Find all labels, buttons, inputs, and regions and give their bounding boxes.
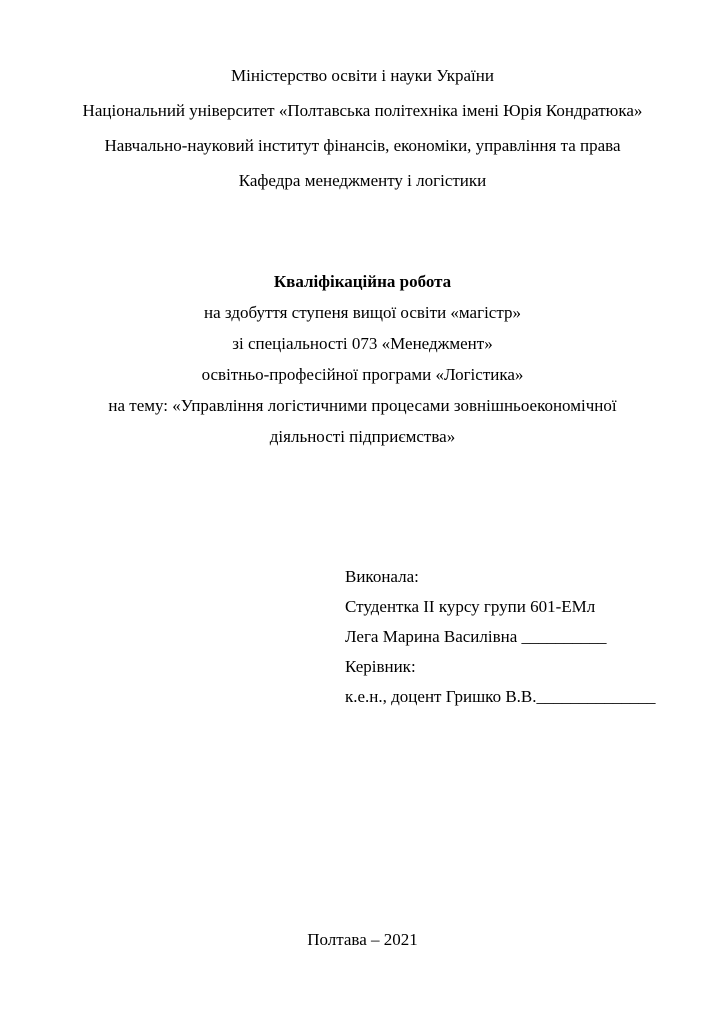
speciality-line: зі спеціальності 073 «Менеджмент» <box>232 334 493 353</box>
performed-by-label: Виконала: <box>345 567 419 586</box>
institute-line: Навчально-науковий інститут фінансів, економіки, управління та права <box>104 136 621 155</box>
degree-line: на здобуття ступеня вищої освіти «магістр» <box>204 303 521 322</box>
author-block <box>345 562 685 712</box>
city-year-line: Полтава – 2021 <box>307 930 418 949</box>
supervisor-label: Керівник: <box>345 657 416 676</box>
supervisor-name-line: к.е.н., доцент Гришко В.В.______________ <box>345 687 656 706</box>
ministry-line: Міністерство освіти і науки України <box>231 66 494 85</box>
department-line: Кафедра менеджменту і логістики <box>238 171 487 190</box>
student-group-line: Студентка ІІ курсу групи 601-ЕМл <box>345 597 596 616</box>
university-line: Національний університет «Полтавська політехніка імені Юрія Кондратюка» <box>82 101 643 120</box>
student-name-line: Лега Марина Василівна __________ <box>345 627 607 646</box>
work-title: Кваліфікаційна робота <box>273 272 452 291</box>
title-block <box>60 266 665 452</box>
topic-line-1: на тему: «Управління логістичними процесами зовнішньоекономічної <box>108 396 617 415</box>
institution-header <box>40 58 685 198</box>
topic-line-2: діяльності підприємства» <box>269 427 456 446</box>
program-line: освітньо-професійної програми «Логістика» <box>201 365 524 384</box>
